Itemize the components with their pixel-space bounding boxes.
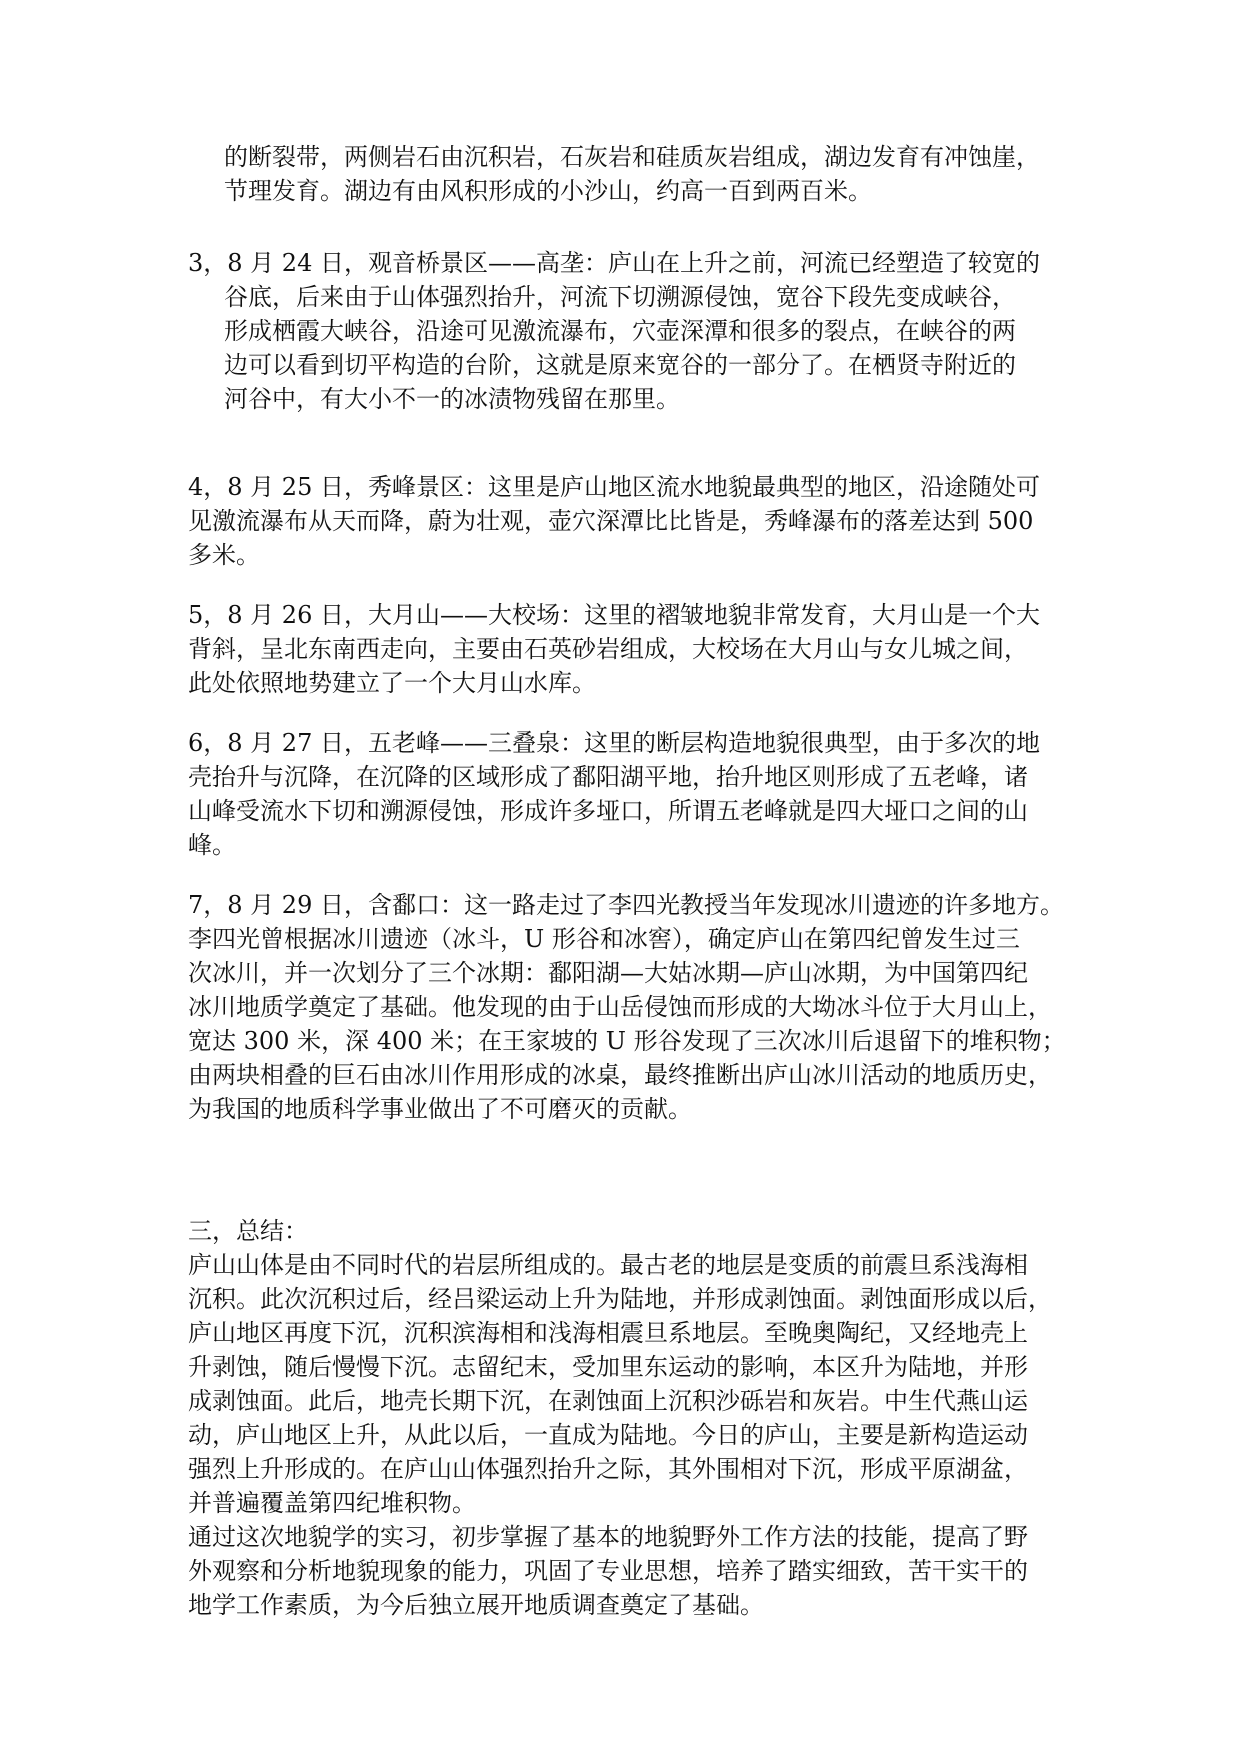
text-line: 并普遍覆盖第四纪堆积物。 <box>188 1489 476 1517</box>
text-line: 形成栖霞大峡谷，沿途可见激流瀑布，穴壶深潭和很多的裂点，在峡谷的两 <box>224 317 1016 345</box>
text-line: 强烈上升形成的。在庐山山体强烈抬升之际，其外围相对下沉，形成平原湖盆， <box>188 1455 1028 1483</box>
text-line: 升剥蚀，随后慢慢下沉。志留纪末，受加里东运动的影响，本区升为陆地，并形 <box>188 1353 1028 1381</box>
paragraph-item-3 <box>188 246 1068 416</box>
text-line: 谷底，后来由于山体强烈抬升，河流下切溯源侵蚀，宽谷下段先变成峡谷， <box>224 283 1016 311</box>
text-line: 山峰受流水下切和溯源侵蚀，形成许多垭口，所谓五老峰就是四大垭口之间的山 <box>188 797 1028 825</box>
text-line: 峰。 <box>188 831 236 859</box>
text-line: 4，8 月 25 日，秀峰景区：这里是庐山地区流水地貌最典型的地区，沿途随处可 <box>188 473 1040 501</box>
text-line: 李四光曾根据冰川遗迹（冰斗，U 形谷和冰窖），确定庐山在第四纪曾发生过三 <box>188 925 1020 953</box>
paragraph-item-7 <box>188 888 1068 1126</box>
paragraph-continuation <box>188 140 1068 208</box>
text-line: 成剥蚀面。此后，地壳长期下沉，在剥蚀面上沉积沙砾岩和灰岩。中生代燕山运 <box>188 1387 1028 1415</box>
text-line: 多米。 <box>188 541 260 569</box>
summary-section <box>188 1214 1068 1622</box>
text-line: 次冰川，并一次划分了三个冰期：鄱阳湖—大姑冰期—庐山冰期，为中国第四纪 <box>188 959 1028 987</box>
text-line: 节理发育。湖边有由风积形成的小沙山，约高一百到两百米。 <box>224 177 872 205</box>
text-line: 边可以看到切平构造的台阶，这就是原来宽谷的一部分了。在栖贤寺附近的 <box>224 351 1016 379</box>
text-line: 庐山山体是由不同时代的岩层所组成的。最古老的地层是变质的前震旦系浅海相 <box>188 1251 1028 1279</box>
text-line: 的断裂带，两侧岩石由沉积岩，石灰岩和硅质灰岩组成，湖边发育有冲蚀崖， <box>224 143 1040 171</box>
text-line: 此处依照地势建立了一个大月山水库。 <box>188 669 596 697</box>
section-heading: 三，总结： <box>188 1217 308 1245</box>
text-line: 7，8 月 29 日，含鄱口：这一路走过了李四光教授当年发现冰川遗迹的许多地方。 <box>188 891 1064 919</box>
text-line: 沉积。此次沉积过后，经吕梁运动上升为陆地，并形成剥蚀面。剥蚀面形成以后， <box>188 1285 1052 1313</box>
text-line: 动，庐山地区上升，从此以后，一直成为陆地。今日的庐山，主要是新构造运动 <box>188 1421 1028 1449</box>
text-line: 壳抬升与沉降，在沉降的区域形成了鄱阳湖平地，抬升地区则形成了五老峰，诸 <box>188 763 1028 791</box>
text-line: 冰川地质学奠定了基础。他发现的由于山岳侵蚀而形成的大坳冰斗位于大月山上， <box>188 993 1052 1021</box>
text-line: 外观察和分析地貌现象的能力，巩固了专业思想，培养了踏实细致，苦干实干的 <box>188 1557 1028 1585</box>
paragraph-item-5 <box>188 598 1068 700</box>
text-line: 庐山地区再度下沉，沉积滨海相和浅海相震旦系地层。至晚奥陶纪，又经地壳上 <box>188 1319 1028 1347</box>
text-line: 河谷中，有大小不一的冰渍物残留在那里。 <box>224 385 680 413</box>
text-line: 通过这次地貌学的实习，初步掌握了基本的地貌野外工作方法的技能，提高了野 <box>188 1523 1028 1551</box>
text-line: 由两块相叠的巨石由冰川作用形成的冰桌，最终推断出庐山冰川活动的地质历史， <box>188 1061 1052 1089</box>
text-line: 5，8 月 26 日，大月山——大校场：这里的褶皱地貌非常发育，大月山是一个大 <box>188 601 1040 629</box>
text-line: 背斜，呈北东南西走向，主要由石英砂岩组成，大校场在大月山与女儿城之间， <box>188 635 1028 663</box>
text-line: 见激流瀑布从天而降，蔚为壮观，壶穴深潭比比皆是，秀峰瀑布的落差达到 500 <box>188 507 1034 535</box>
text-line: 6，8 月 27 日，五老峰——三叠泉：这里的断层构造地貌很典型，由于多次的地 <box>188 729 1040 757</box>
paragraph-item-6 <box>188 726 1068 862</box>
text-line: 地学工作素质，为今后独立展开地质调查奠定了基础。 <box>188 1591 764 1619</box>
paragraph-item-4 <box>188 470 1068 572</box>
text-line: 为我国的地质科学事业做出了不可磨灭的贡献。 <box>188 1095 692 1123</box>
text-line: 3，8 月 24 日，观音桥景区——高垄：庐山在上升之前，河流已经塑造了较宽的 <box>188 249 1040 277</box>
text-line: 宽达 300 米，深 400 米；在王家坡的 U 形谷发现了三次冰川后退留下的堆积物； <box>188 1027 1066 1055</box>
